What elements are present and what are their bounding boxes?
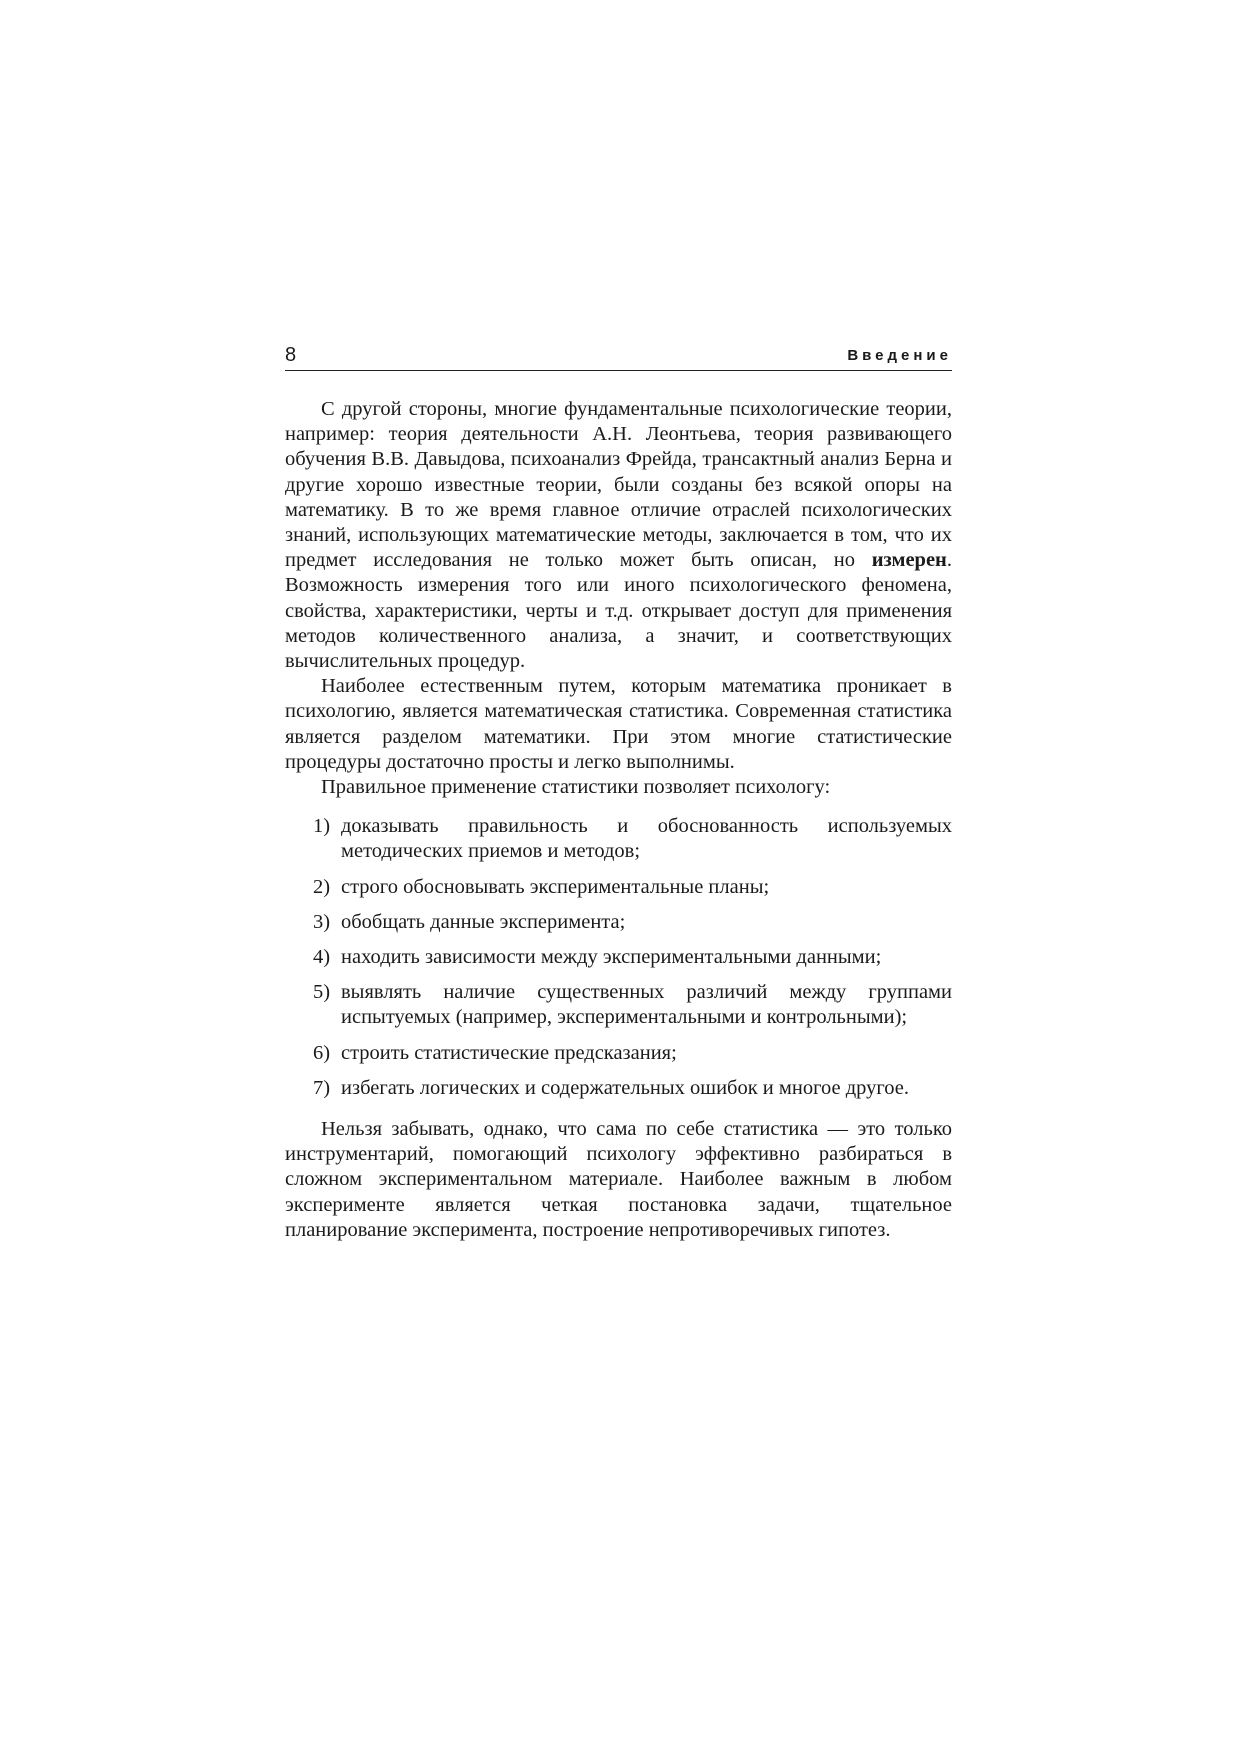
section-title: Введение	[847, 347, 952, 364]
page-number: 8	[285, 344, 297, 366]
paragraph-1-text-start: С другой стороны, многие фундаментальные психологические теории, например: теория деятельности А.Н. Леонтьева, теория развивающего обучения В.В. Давыдова, психоанализ Фрейда, трансактный анализ Берна и другие хорошо известные теории, были созданы без всякой опоры на математику. В то же время главное отличие отраслей психологических знаний, использующих математические методы, заключается в том, что их предмет исследования не только может быть описан, но	[285, 398, 952, 572]
list-item-text: строить статистические предсказания;	[341, 1041, 677, 1064]
book-page	[285, 336, 952, 1243]
list-item-number: 1)	[313, 815, 331, 838]
list-item-text: выявлять наличие существенных различий между группами испытуемых (например, экспериментальными и контрольными);	[341, 981, 952, 1029]
list-item-text: обобщать данные эксперимента;	[341, 910, 626, 933]
list-item-number: 4)	[313, 946, 331, 969]
paragraph-1-bold-term: измерен	[871, 549, 947, 572]
paragraph-4: Нельзя забывать, однако, что сама по себе статистика — это только инструментарий, помогающий психологу эффективно разбираться в сложном экспериментальном материале. Наиболее важным в любом эксперименте является четкая постановка задачи, тщательное планирование эксперимента, построение непротиворечивых гипотез.	[285, 1118, 952, 1241]
list-item-number: 6)	[313, 1041, 331, 1064]
running-header	[285, 336, 952, 371]
list-item-number: 3)	[313, 910, 331, 933]
list-item	[313, 875, 952, 900]
list-item-text: избегать логических и содержательных ошибок и многое другое.	[341, 1076, 910, 1099]
list-item	[313, 980, 952, 1030]
list-item	[313, 814, 952, 864]
body-text	[285, 397, 952, 1243]
paragraph-2: Наиболее естественным путем, которым математика проникает в психологию, является математическая статистика. Современная статистика является разделом математики. При этом многие статистические процедуры достаточно просты и легко выполнимы.	[285, 675, 952, 773]
list-item-text: доказывать правильность и обоснованность используемых методических приемов и методов;	[341, 815, 952, 863]
paragraph-1	[285, 397, 952, 674]
list-item-text: строго обосновывать экспериментальные планы;	[341, 875, 770, 898]
list-item-number: 2)	[313, 875, 331, 898]
paragraph-3: Правильное применение статистики позволяет психологу:	[321, 776, 831, 799]
list-item-text: находить зависимости между экспериментальными данными;	[341, 946, 882, 969]
list-item-number: 5)	[313, 981, 331, 1004]
list-item	[313, 1041, 952, 1066]
list-item	[313, 945, 952, 970]
list-item	[313, 1076, 952, 1101]
list-item	[313, 910, 952, 935]
paragraph-1-text-end: . Возможность измерения того или иного психологического феномена, свойства, характеристики, черты и т.д. открывает доступ для применения методов количественного анализа, а значит, и соответствующих вычислительных процедур.	[285, 549, 952, 673]
statistics-benefits-list	[285, 814, 952, 1101]
list-item-number: 7)	[313, 1076, 331, 1099]
